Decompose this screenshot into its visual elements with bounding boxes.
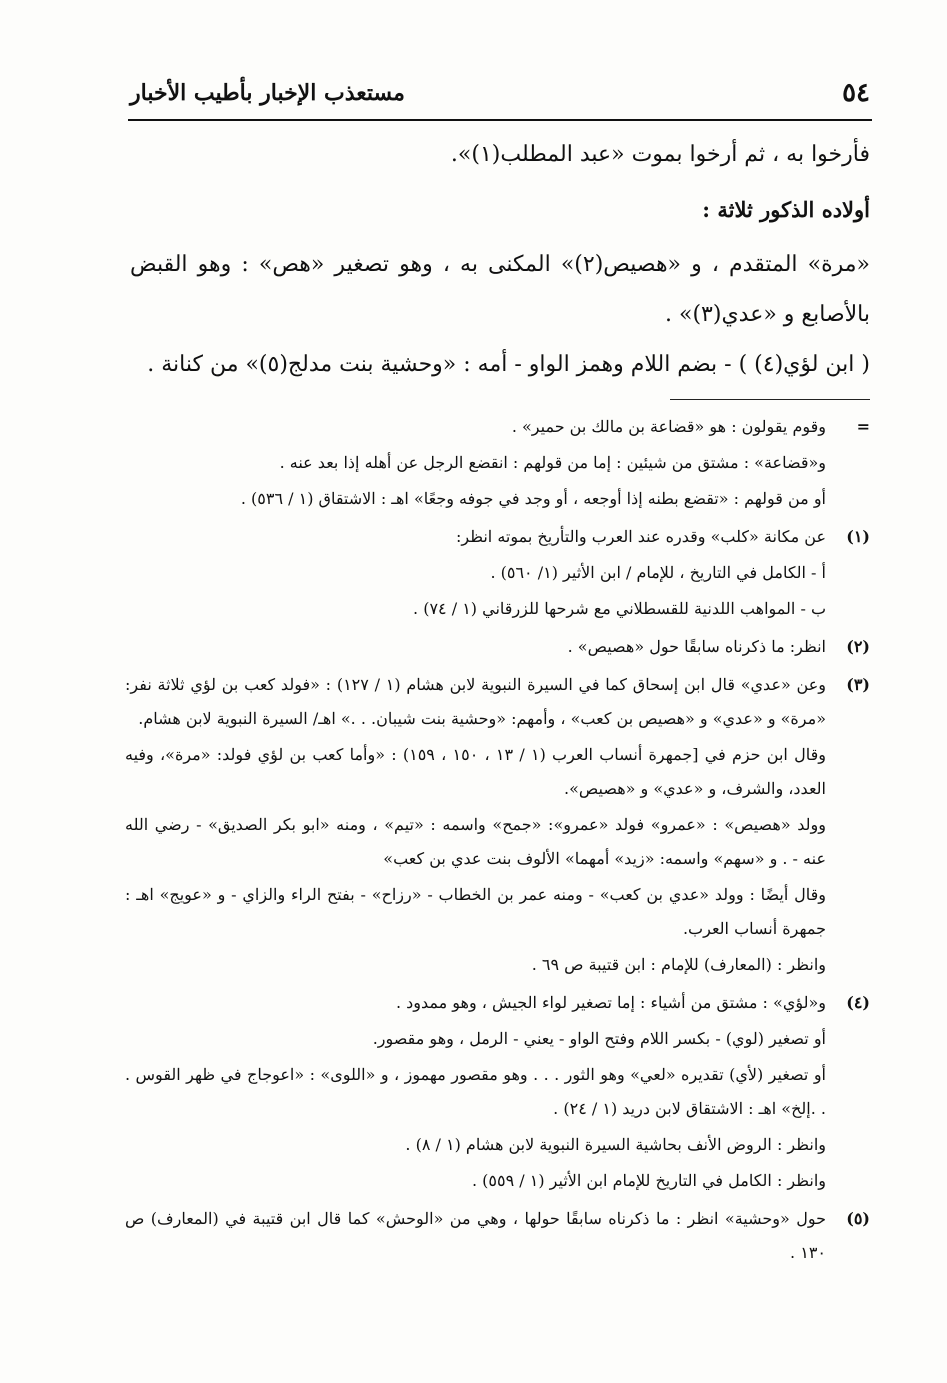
main-paragraph-3: ( ابن لؤي(٤) ) - بضم اللام وهمز الواو - أمه : «وحشية بنت مدلج(٥)» من كنانة . [147, 352, 870, 377]
header-rule [128, 119, 872, 121]
footnote-line: أو تصغير (لوي) - بكسر اللام وفتح الواو - يعني - الرمل ، وهو مقصور. [372, 1029, 826, 1048]
footnote-body [125, 1202, 826, 1272]
footnote-line: أو من قولهم : «تقضع بطنه إذا أوجعه ، أو وجد في جوفه وجعًا» اهـ : الاشتقاق (١ / ٥٣٦) . [240, 489, 826, 508]
footnote-body [125, 668, 826, 984]
footnote-5 [125, 1202, 870, 1272]
section-heading: أولاده الذكور ثلاثة : [702, 197, 870, 222]
footnote-line: أو تصغير (لأي) تقديره «لعي» وهو الثور . . . وهو مقصور مهموز ، و «اللوى» : «اعوجاج في ظهر القوس . . .إلخ» اهـ : الاشتقاق لابن دريد (١ / ٢٤) . [125, 1065, 826, 1118]
footnote-line: وولد «هصيص» : «عمرو» فولد «عمرو»: «جمح» واسمه : «تيم» ، ومنه «ابو بكر الصديق» - رضي الله عنه - . و «سهم» واسمه: «زيد» أمهما» الألوف بنت عدي بن كعب» [125, 815, 826, 868]
footnote-line: عن مكانة «كلب» وقدره عند العرب والتأريخ بموته انظر: [455, 527, 826, 546]
footnote-line: وقوم يقولون : هو «قضاعة بن مالك بن حمير» . [511, 417, 826, 436]
footnote-line: وانظر : الروض الأنف بحاشية السيرة النبوية لابن هشام (١ / ٨) . [405, 1135, 826, 1154]
footnote-line: انظر: ما ذكرناه سابقًا حول «هصيص» . [567, 637, 826, 656]
footnote-number: (٣) [846, 675, 870, 694]
footnote-line: وانظر : الكامل في التاريخ للإمام ابن الأثير (١ / ٥٥٩) . [471, 1171, 826, 1190]
footnote-line: و«قضاعة» : مشتق من شيئين : إما من قولهم : انقضع الرجل عن أهله إذا بعد عنه . [279, 453, 826, 472]
footnote-line: وقال أيضًا : وولد «عدي بن كعب» - ومنه عمر بن الخطاب - «رزاح» - بفتح الراء والزاي - و «عويج» اهـ : جمهرة أنساب العرب. [125, 885, 826, 938]
footnote-body [125, 630, 826, 666]
footnote-body [125, 410, 826, 518]
footnote-line: وقال ابن حزم في [جمهرة أنساب العرب (١ / ١٣ ، ١٥٠ ، ١٥٩) : «وأما كعب بن لؤي فولد: «مرة»، وفيه العدد، والشرف، و «عدي» و «هصيص». [125, 745, 826, 798]
main-paragraph-1: فأرخوا به ، ثم أرخوا بموت «عبد المطلب(١)». [450, 142, 870, 167]
footnote-line: ب - المواهب اللدنية للقسطلاني مع شرحها للزرقاني (١ / ٧٤) . [413, 599, 826, 618]
footnote-2 [125, 630, 870, 666]
page-header [130, 78, 870, 114]
footnote-line: وانظر : (المعارف) للإمام : ابن قتيبة ص ٦٩ . [531, 955, 826, 974]
footnote-4 [125, 986, 870, 1200]
footnote-number: (١) [846, 527, 870, 546]
footnote-line: حول «وحشية» انظر : ما ذكرناه سابقًا حولها ، وهي من «الوحش» كما قال ابن قتيبة في (المعارف) ص ١٣٠ . [125, 1209, 826, 1262]
page-number: ٥٤ [842, 78, 870, 108]
footnote-line: وعن «عدي» قال ابن إسحاق كما في السيرة النبوية لابن هشام (١ / ١٢٧) : «فولد كعب بن لؤي ثلاثة نفر: «مرة» و «عدي» و «هصيص بن كعب» ، وأمهم: «وحشية بنت شيبان. . .» اهـ/ السيرة النبوية لابن هشام. [125, 675, 826, 728]
footnote-number: (٥) [846, 1209, 870, 1228]
footnote-line: و«لؤي» : مشتق من أشياء : إما تصغير لواء الجيش ، وهو ممدود . [395, 993, 826, 1012]
footnote-number: (٤) [846, 993, 870, 1012]
footnote-body [125, 520, 826, 628]
footnote-3 [125, 668, 870, 984]
main-paragraph-2: «مرة» المتقدم ، و «هصيص(٢)» المكنى به ، وهو تصغير «هص» : وهو القبض بالأصابع و «عدي(٣)» . [130, 252, 871, 327]
footnote-body [125, 986, 826, 1200]
footnote-number: = [856, 417, 870, 436]
footnote-line: أ - الكامل في التاريخ ، للإمام / ابن الأثير (١/ ٥٦٠) . [490, 563, 826, 582]
main-text [130, 130, 870, 390]
footnote-number: (٢) [846, 637, 870, 656]
footnotes [125, 410, 870, 1274]
footnote-1 [125, 520, 870, 628]
running-title: مستعذب الإخبار بأطيب الأخبار [130, 80, 405, 106]
footnote-continued [125, 410, 870, 518]
footnote-separator [670, 399, 870, 400]
